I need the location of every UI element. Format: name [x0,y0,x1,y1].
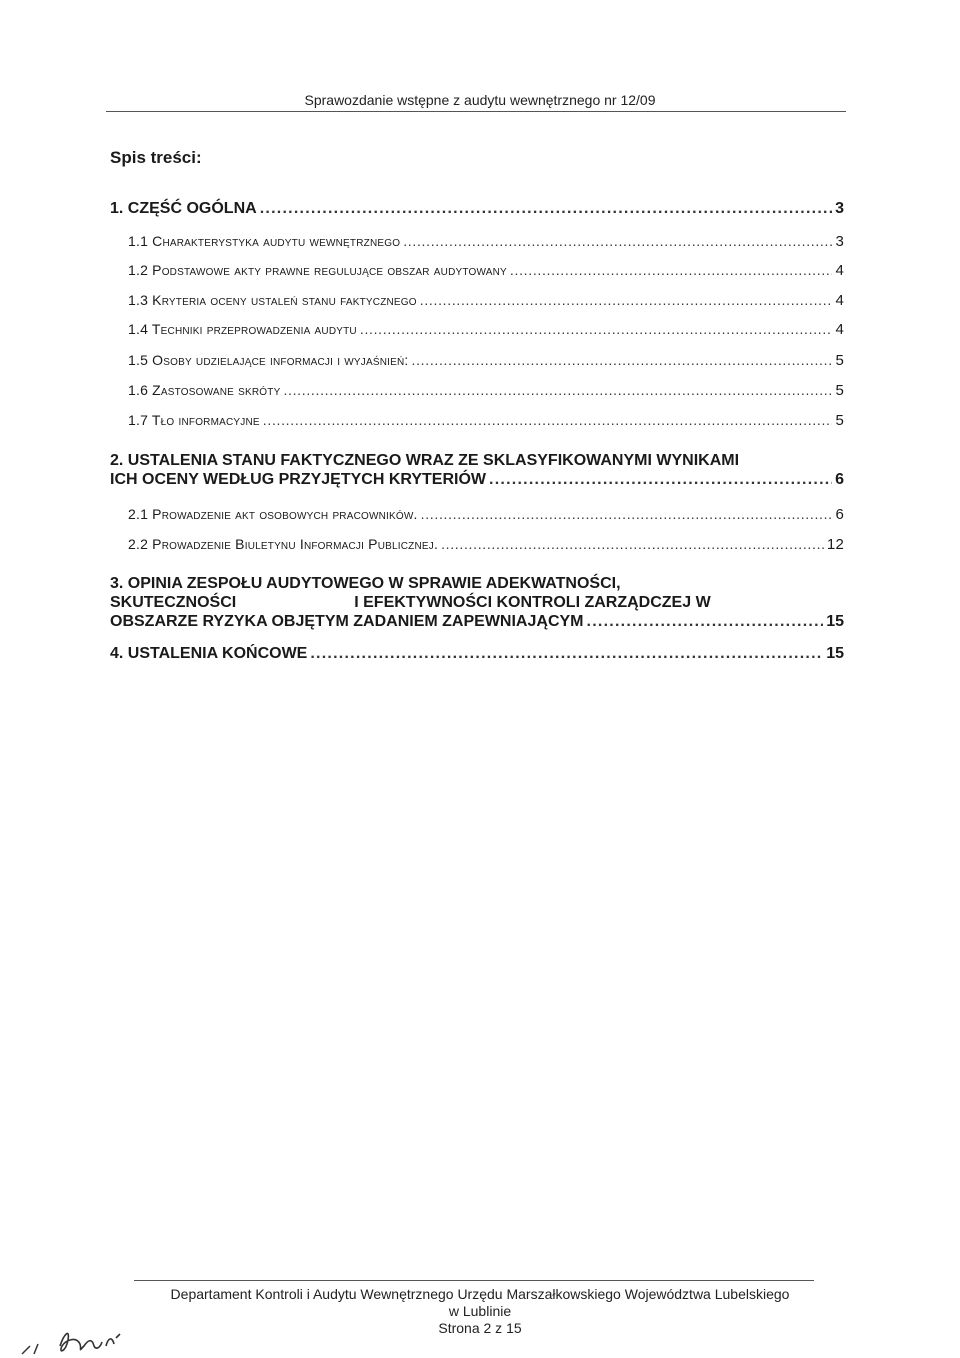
toc-entry-label: 4. USTALENIA KOŃCOWE [110,645,308,662]
toc-page-number: 15 [826,645,844,662]
toc-page-number: 6 [835,506,844,523]
footer-page-number: Strona 2 z 15 [438,1320,522,1336]
dot-leader [310,645,823,663]
toc-entry-label: 1.2 Podstawowe akty prawne regulujące obszar audytowany [128,262,507,278]
toc-entry-label: 1.3 Kryteria oceny ustaleń stanu faktycznego [128,292,417,308]
toc-page-number: 3 [835,233,844,250]
toc-entry-2[interactable] [110,451,844,489]
toc-entry-1-1[interactable] [128,233,844,250]
toc-entry-1-5[interactable] [128,352,844,369]
toc-entry-label: 1.6 Zastosowane skróty [128,382,281,398]
toc-entry-label-line: OBSZARZE RYZYKA OBJĘTYM ZADANIEM ZAPEWNIAJĄCYM [110,613,584,630]
header-divider [106,111,846,112]
toc-page-number: 4 [835,262,844,279]
toc-entry-label: 1.1 Charakterystyka audytu wewnętrznego [128,233,401,249]
toc-entry-label: 2.1 Prowadzenie akt osobowych pracowników. [128,506,418,522]
toc-page-number: 6 [835,471,844,488]
dot-leader [263,412,833,428]
toc-entry-4[interactable] [110,645,844,663]
footer-department: Departament Kontroli i Audytu Wewnętrznego Urzędu Marszałkowskiego Województwa Lubelskiego [170,1286,790,1302]
dot-leader [510,262,833,278]
dot-leader [489,470,832,489]
toc-entry-1-7[interactable] [128,412,844,429]
toc-page-number: 5 [835,382,844,399]
dot-leader [260,200,832,218]
toc-entry-1-2[interactable] [128,262,844,279]
toc-entry-1-6[interactable] [128,382,844,399]
dot-leader [420,292,833,308]
toc-entry-label: 1.7 Tło informacyjne [128,412,260,428]
toc-page-number: 4 [835,321,844,338]
toc-page-number: 3 [835,200,844,217]
dot-leader [412,352,833,368]
toc-page-number: 12 [826,536,844,553]
toc-entry-label-part: SKUTECZNOŚCI [110,594,237,611]
dot-leader [421,506,833,522]
handwritten-signature [20,1316,150,1356]
toc-entry-label: 2.2 Prowadzenie Biuletynu Informacji Publicznej. [128,536,439,552]
toc-entry-last-line [110,470,844,489]
toc-entry-label-line: 2. USTALENIA STANU FAKTYCZNEGO WRAZ ZE SKLASYFIKOWANYMI WYNIKAMI [110,452,740,469]
toc-entry-2-1[interactable] [128,506,844,523]
toc-page-number: 15 [826,613,844,630]
dot-leader [441,536,824,552]
toc-heading: Spis treści: [110,148,202,167]
toc-entry-1-3[interactable] [128,292,844,309]
page-header: Sprawozdanie wstępne z audytu wewnętrznego nr 12/09 [304,92,656,108]
toc-entry-label: 1. CZĘŚĆ OGÓLNA [110,200,257,217]
footer-city: w Lublinie [448,1303,512,1319]
toc-entry-label-part: I EFEKTYWNOŚCI KONTROLI ZARZĄDCZEJ W [354,594,711,611]
dot-leader [403,233,832,249]
dot-leader [587,612,824,631]
footer-divider [134,1280,814,1281]
toc-entry-label: 1.5 Osoby udzielające informacji i wyjaśnień: [128,352,409,368]
toc-entry-1[interactable] [110,200,844,218]
toc-entry-3[interactable] [110,574,844,631]
toc-entry-last-line [110,612,844,631]
toc-entry-label-line [110,593,844,612]
dot-leader [360,321,833,337]
toc-entry-2-2[interactable] [128,536,844,553]
toc-entry-label: 1.4 Techniki przeprowadzenia audytu [128,321,357,337]
toc-entry-label-line: 3. OPINIA ZESPOŁU AUDYTOWEGO W SPRAWIE ADEKWATNOŚCI, [110,575,621,592]
toc-page-number: 5 [835,412,844,429]
toc-page-number: 5 [835,352,844,369]
dot-leader [283,382,832,398]
toc-entry-1-4[interactable] [128,321,844,338]
toc-page-number: 4 [835,292,844,309]
toc-entry-label-line: ICH OCENY WEDŁUG PRZYJĘTYCH KRYTERIÓW [110,471,487,488]
